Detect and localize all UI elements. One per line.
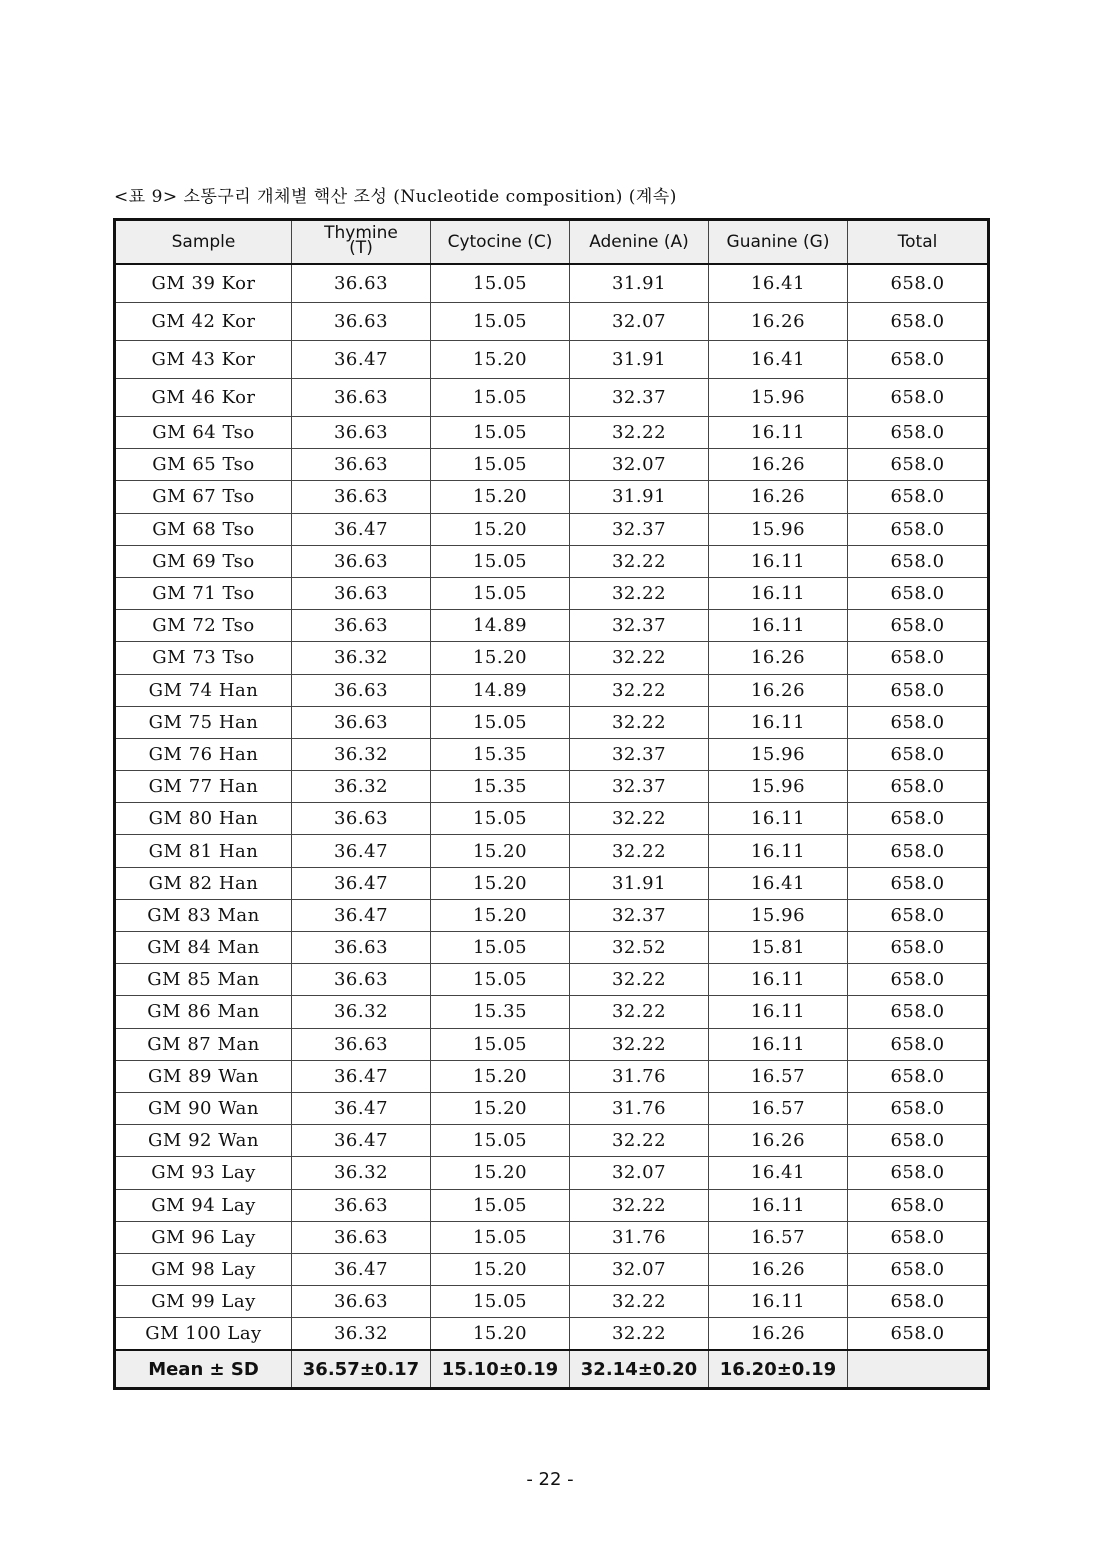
cell-sample: GM 67 Tso [115, 481, 292, 513]
cell-thymine: 36.32 [292, 1318, 431, 1351]
cell-cytocine: 15.20 [431, 1092, 570, 1124]
cell-adenine: 32.22 [570, 1318, 709, 1351]
cell-total: 658.0 [848, 341, 989, 379]
header-row [115, 220, 989, 265]
cell-sample: GM 74 Han [115, 674, 292, 706]
cell-guanine: 16.11 [709, 996, 848, 1028]
cell-thymine: 36.47 [292, 513, 431, 545]
cell-adenine: 32.22 [570, 706, 709, 738]
cell-cytocine: 15.05 [431, 545, 570, 577]
table-row [115, 1221, 989, 1253]
header-cytocine: Cytocine (C) [431, 220, 570, 265]
table-row [115, 379, 989, 417]
cell-sample: GM 99 Lay [115, 1286, 292, 1318]
summary-cytocine: 15.10±0.19 [431, 1350, 570, 1389]
table-row [115, 835, 989, 867]
cell-total: 658.0 [848, 706, 989, 738]
cell-sample: GM 82 Han [115, 867, 292, 899]
cell-guanine: 16.26 [709, 1125, 848, 1157]
cell-total: 658.0 [848, 449, 989, 481]
cell-adenine: 31.76 [570, 1092, 709, 1124]
cell-thymine: 36.63 [292, 1028, 431, 1060]
cell-total: 658.0 [848, 1125, 989, 1157]
cell-total: 658.0 [848, 264, 989, 303]
cell-cytocine: 15.20 [431, 1253, 570, 1285]
table-row [115, 771, 989, 803]
cell-cytocine: 15.05 [431, 264, 570, 303]
cell-adenine: 32.37 [570, 610, 709, 642]
header-adenine: Adenine (A) [570, 220, 709, 265]
header-thymine-name: Thymine [324, 223, 398, 243]
cell-thymine: 36.47 [292, 835, 431, 867]
cell-thymine: 36.32 [292, 996, 431, 1028]
cell-total: 658.0 [848, 899, 989, 931]
cell-guanine: 16.11 [709, 1189, 848, 1221]
cell-cytocine: 15.35 [431, 771, 570, 803]
cell-total: 658.0 [848, 996, 989, 1028]
cell-guanine: 15.96 [709, 738, 848, 770]
cell-total: 658.0 [848, 379, 989, 417]
cell-guanine: 16.26 [709, 1253, 848, 1285]
cell-guanine: 16.26 [709, 303, 848, 341]
table-row [115, 264, 989, 303]
cell-thymine: 36.63 [292, 417, 431, 449]
cell-thymine: 36.47 [292, 1092, 431, 1124]
table-row [115, 1125, 989, 1157]
cell-thymine: 36.47 [292, 341, 431, 379]
cell-cytocine: 15.05 [431, 1189, 570, 1221]
cell-thymine: 36.63 [292, 964, 431, 996]
cell-adenine: 32.22 [570, 1189, 709, 1221]
cell-guanine: 16.26 [709, 449, 848, 481]
cell-total: 658.0 [848, 674, 989, 706]
cell-sample: GM 68 Tso [115, 513, 292, 545]
cell-sample: GM 77 Han [115, 771, 292, 803]
table-row [115, 545, 989, 577]
cell-sample: GM 81 Han [115, 835, 292, 867]
cell-thymine: 36.32 [292, 771, 431, 803]
cell-thymine: 36.47 [292, 1060, 431, 1092]
cell-adenine: 32.22 [570, 417, 709, 449]
cell-total: 658.0 [848, 738, 989, 770]
table-row [115, 577, 989, 609]
cell-total: 658.0 [848, 1286, 989, 1318]
cell-thymine: 36.47 [292, 1125, 431, 1157]
cell-adenine: 32.22 [570, 642, 709, 674]
cell-adenine: 31.91 [570, 481, 709, 513]
cell-guanine: 16.11 [709, 964, 848, 996]
cell-guanine: 15.96 [709, 899, 848, 931]
table-row [115, 1157, 989, 1189]
table-row [115, 449, 989, 481]
cell-cytocine: 15.05 [431, 1028, 570, 1060]
cell-thymine: 36.63 [292, 1221, 431, 1253]
cell-guanine: 16.26 [709, 1318, 848, 1351]
cell-sample: GM 69 Tso [115, 545, 292, 577]
cell-guanine: 16.11 [709, 577, 848, 609]
cell-sample: GM 76 Han [115, 738, 292, 770]
cell-sample: GM 83 Man [115, 899, 292, 931]
cell-thymine: 36.63 [292, 303, 431, 341]
table-caption: <표 9> 소똥구리 개체별 핵산 조성 (Nucleotide composition) (계속) [114, 187, 677, 207]
cell-guanine: 16.41 [709, 264, 848, 303]
table-row [115, 996, 989, 1028]
cell-cytocine: 15.05 [431, 449, 570, 481]
cell-sample: GM 100 Lay [115, 1318, 292, 1351]
cell-total: 658.0 [848, 1028, 989, 1060]
cell-adenine: 31.76 [570, 1221, 709, 1253]
cell-adenine: 32.22 [570, 1028, 709, 1060]
cell-adenine: 32.22 [570, 577, 709, 609]
cell-total: 658.0 [848, 964, 989, 996]
cell-total: 658.0 [848, 1189, 989, 1221]
cell-cytocine: 15.20 [431, 513, 570, 545]
table-row [115, 1286, 989, 1318]
cell-guanine: 15.96 [709, 513, 848, 545]
cell-adenine: 32.22 [570, 803, 709, 835]
cell-sample: GM 85 Man [115, 964, 292, 996]
cell-guanine: 15.81 [709, 932, 848, 964]
summary-label: Mean ± SD [115, 1350, 292, 1389]
cell-thymine: 36.63 [292, 481, 431, 513]
table-row [115, 417, 989, 449]
cell-cytocine: 14.89 [431, 610, 570, 642]
cell-guanine: 16.41 [709, 341, 848, 379]
table-row [115, 642, 989, 674]
cell-cytocine: 15.20 [431, 1157, 570, 1189]
cell-cytocine: 15.35 [431, 996, 570, 1028]
summary-guanine: 16.20±0.19 [709, 1350, 848, 1389]
cell-adenine: 32.07 [570, 449, 709, 481]
cell-adenine: 32.07 [570, 1157, 709, 1189]
cell-thymine: 36.63 [292, 674, 431, 706]
cell-sample: GM 86 Man [115, 996, 292, 1028]
cell-total: 658.0 [848, 577, 989, 609]
cell-adenine: 32.22 [570, 964, 709, 996]
cell-sample: GM 87 Man [115, 1028, 292, 1060]
table-row [115, 303, 989, 341]
table-row [115, 1318, 989, 1351]
cell-guanine: 16.11 [709, 803, 848, 835]
cell-guanine: 16.26 [709, 642, 848, 674]
cell-guanine: 16.57 [709, 1092, 848, 1124]
cell-thymine: 36.32 [292, 642, 431, 674]
table-row [115, 899, 989, 931]
cell-thymine: 36.32 [292, 738, 431, 770]
table-row [115, 1189, 989, 1221]
summary-total [848, 1350, 989, 1389]
cell-guanine: 16.11 [709, 417, 848, 449]
cell-sample: GM 92 Wan [115, 1125, 292, 1157]
cell-cytocine: 15.05 [431, 379, 570, 417]
cell-cytocine: 15.20 [431, 867, 570, 899]
cell-sample: GM 94 Lay [115, 1189, 292, 1221]
cell-total: 658.0 [848, 545, 989, 577]
cell-guanine: 15.96 [709, 379, 848, 417]
table-row [115, 867, 989, 899]
cell-cytocine: 15.05 [431, 1221, 570, 1253]
cell-adenine: 32.37 [570, 738, 709, 770]
cell-guanine: 16.41 [709, 1157, 848, 1189]
cell-thymine: 36.63 [292, 706, 431, 738]
cell-guanine: 16.57 [709, 1221, 848, 1253]
summary-thymine: 36.57±0.17 [292, 1350, 431, 1389]
cell-cytocine: 15.20 [431, 1318, 570, 1351]
cell-thymine: 36.32 [292, 1157, 431, 1189]
nucleotide-composition-table [113, 218, 990, 1390]
cell-thymine: 36.63 [292, 803, 431, 835]
cell-total: 658.0 [848, 513, 989, 545]
cell-total: 658.0 [848, 1221, 989, 1253]
cell-sample: GM 72 Tso [115, 610, 292, 642]
cell-cytocine: 15.20 [431, 899, 570, 931]
cell-guanine: 16.11 [709, 610, 848, 642]
cell-thymine: 36.63 [292, 449, 431, 481]
cell-cytocine: 15.05 [431, 417, 570, 449]
header-thymine-symbol: (T) [349, 238, 373, 258]
table-row [115, 513, 989, 545]
table-body [115, 264, 989, 1350]
header-total: Total [848, 220, 989, 265]
cell-cytocine: 15.20 [431, 642, 570, 674]
table-row [115, 803, 989, 835]
cell-cytocine: 15.05 [431, 303, 570, 341]
cell-adenine: 32.37 [570, 379, 709, 417]
cell-total: 658.0 [848, 803, 989, 835]
cell-cytocine: 15.20 [431, 481, 570, 513]
cell-cytocine: 15.20 [431, 835, 570, 867]
cell-guanine: 16.41 [709, 867, 848, 899]
cell-adenine: 31.76 [570, 1060, 709, 1092]
cell-sample: GM 71 Tso [115, 577, 292, 609]
cell-sample: GM 89 Wan [115, 1060, 292, 1092]
cell-sample: GM 43 Kor [115, 341, 292, 379]
cell-thymine: 36.47 [292, 1253, 431, 1285]
cell-adenine: 32.52 [570, 932, 709, 964]
cell-guanine: 16.11 [709, 545, 848, 577]
cell-thymine: 36.63 [292, 577, 431, 609]
table-row [115, 341, 989, 379]
cell-sample: GM 84 Man [115, 932, 292, 964]
cell-cytocine: 15.05 [431, 1125, 570, 1157]
cell-thymine: 36.63 [292, 1189, 431, 1221]
cell-adenine: 31.91 [570, 264, 709, 303]
table-row [115, 481, 989, 513]
cell-total: 658.0 [848, 1092, 989, 1124]
cell-total: 658.0 [848, 835, 989, 867]
cell-cytocine: 15.20 [431, 341, 570, 379]
cell-guanine: 15.96 [709, 771, 848, 803]
cell-cytocine: 15.05 [431, 964, 570, 996]
cell-cytocine: 14.89 [431, 674, 570, 706]
cell-guanine: 16.11 [709, 1286, 848, 1318]
cell-guanine: 16.26 [709, 481, 848, 513]
cell-adenine: 32.22 [570, 996, 709, 1028]
cell-cytocine: 15.20 [431, 1060, 570, 1092]
cell-adenine: 32.37 [570, 513, 709, 545]
cell-guanine: 16.57 [709, 1060, 848, 1092]
cell-thymine: 36.63 [292, 379, 431, 417]
header-guanine: Guanine (G) [709, 220, 848, 265]
summary-adenine: 32.14±0.20 [570, 1350, 709, 1389]
cell-thymine: 36.63 [292, 932, 431, 964]
cell-adenine: 32.22 [570, 1125, 709, 1157]
cell-total: 658.0 [848, 417, 989, 449]
cell-sample: GM 90 Wan [115, 1092, 292, 1124]
cell-thymine: 36.63 [292, 610, 431, 642]
cell-guanine: 16.26 [709, 674, 848, 706]
cell-cytocine: 15.35 [431, 738, 570, 770]
cell-sample: GM 75 Han [115, 706, 292, 738]
cell-cytocine: 15.05 [431, 932, 570, 964]
cell-guanine: 16.11 [709, 1028, 848, 1060]
cell-total: 658.0 [848, 771, 989, 803]
cell-adenine: 32.22 [570, 674, 709, 706]
table-row [115, 1092, 989, 1124]
cell-total: 658.0 [848, 481, 989, 513]
page-number: - 22 - [526, 1469, 574, 1490]
cell-thymine: 36.47 [292, 867, 431, 899]
cell-adenine: 32.22 [570, 835, 709, 867]
cell-sample: GM 65 Tso [115, 449, 292, 481]
cell-total: 658.0 [848, 932, 989, 964]
header-thymine [292, 220, 431, 265]
cell-total: 658.0 [848, 303, 989, 341]
cell-sample: GM 96 Lay [115, 1221, 292, 1253]
cell-thymine: 36.63 [292, 1286, 431, 1318]
cell-adenine: 32.37 [570, 771, 709, 803]
cell-sample: GM 73 Tso [115, 642, 292, 674]
cell-cytocine: 15.05 [431, 1286, 570, 1318]
summary-row [115, 1350, 989, 1389]
table-row [115, 1060, 989, 1092]
cell-cytocine: 15.05 [431, 577, 570, 609]
table-row [115, 674, 989, 706]
cell-adenine: 32.22 [570, 1286, 709, 1318]
cell-adenine: 32.37 [570, 899, 709, 931]
cell-total: 658.0 [848, 1157, 989, 1189]
cell-cytocine: 15.05 [431, 803, 570, 835]
cell-thymine: 36.63 [292, 264, 431, 303]
cell-total: 658.0 [848, 1060, 989, 1092]
cell-sample: GM 46 Kor [115, 379, 292, 417]
cell-sample: GM 64 Tso [115, 417, 292, 449]
table-row [115, 1253, 989, 1285]
cell-sample: GM 80 Han [115, 803, 292, 835]
cell-adenine: 31.91 [570, 867, 709, 899]
cell-thymine: 36.63 [292, 545, 431, 577]
table-row [115, 738, 989, 770]
cell-guanine: 16.11 [709, 835, 848, 867]
cell-total: 658.0 [848, 610, 989, 642]
cell-adenine: 32.07 [570, 303, 709, 341]
header-sample: Sample [115, 220, 292, 265]
cell-total: 658.0 [848, 642, 989, 674]
cell-sample: GM 98 Lay [115, 1253, 292, 1285]
cell-total: 658.0 [848, 1253, 989, 1285]
cell-sample: GM 42 Kor [115, 303, 292, 341]
cell-total: 658.0 [848, 867, 989, 899]
cell-total: 658.0 [848, 1318, 989, 1351]
table-row [115, 706, 989, 738]
cell-guanine: 16.11 [709, 706, 848, 738]
cell-adenine: 31.91 [570, 341, 709, 379]
table-row [115, 1028, 989, 1060]
table-row [115, 610, 989, 642]
table-row [115, 964, 989, 996]
cell-adenine: 32.22 [570, 545, 709, 577]
cell-thymine: 36.47 [292, 899, 431, 931]
cell-sample: GM 39 Kor [115, 264, 292, 303]
cell-adenine: 32.07 [570, 1253, 709, 1285]
cell-cytocine: 15.05 [431, 706, 570, 738]
table-row [115, 932, 989, 964]
cell-sample: GM 93 Lay [115, 1157, 292, 1189]
